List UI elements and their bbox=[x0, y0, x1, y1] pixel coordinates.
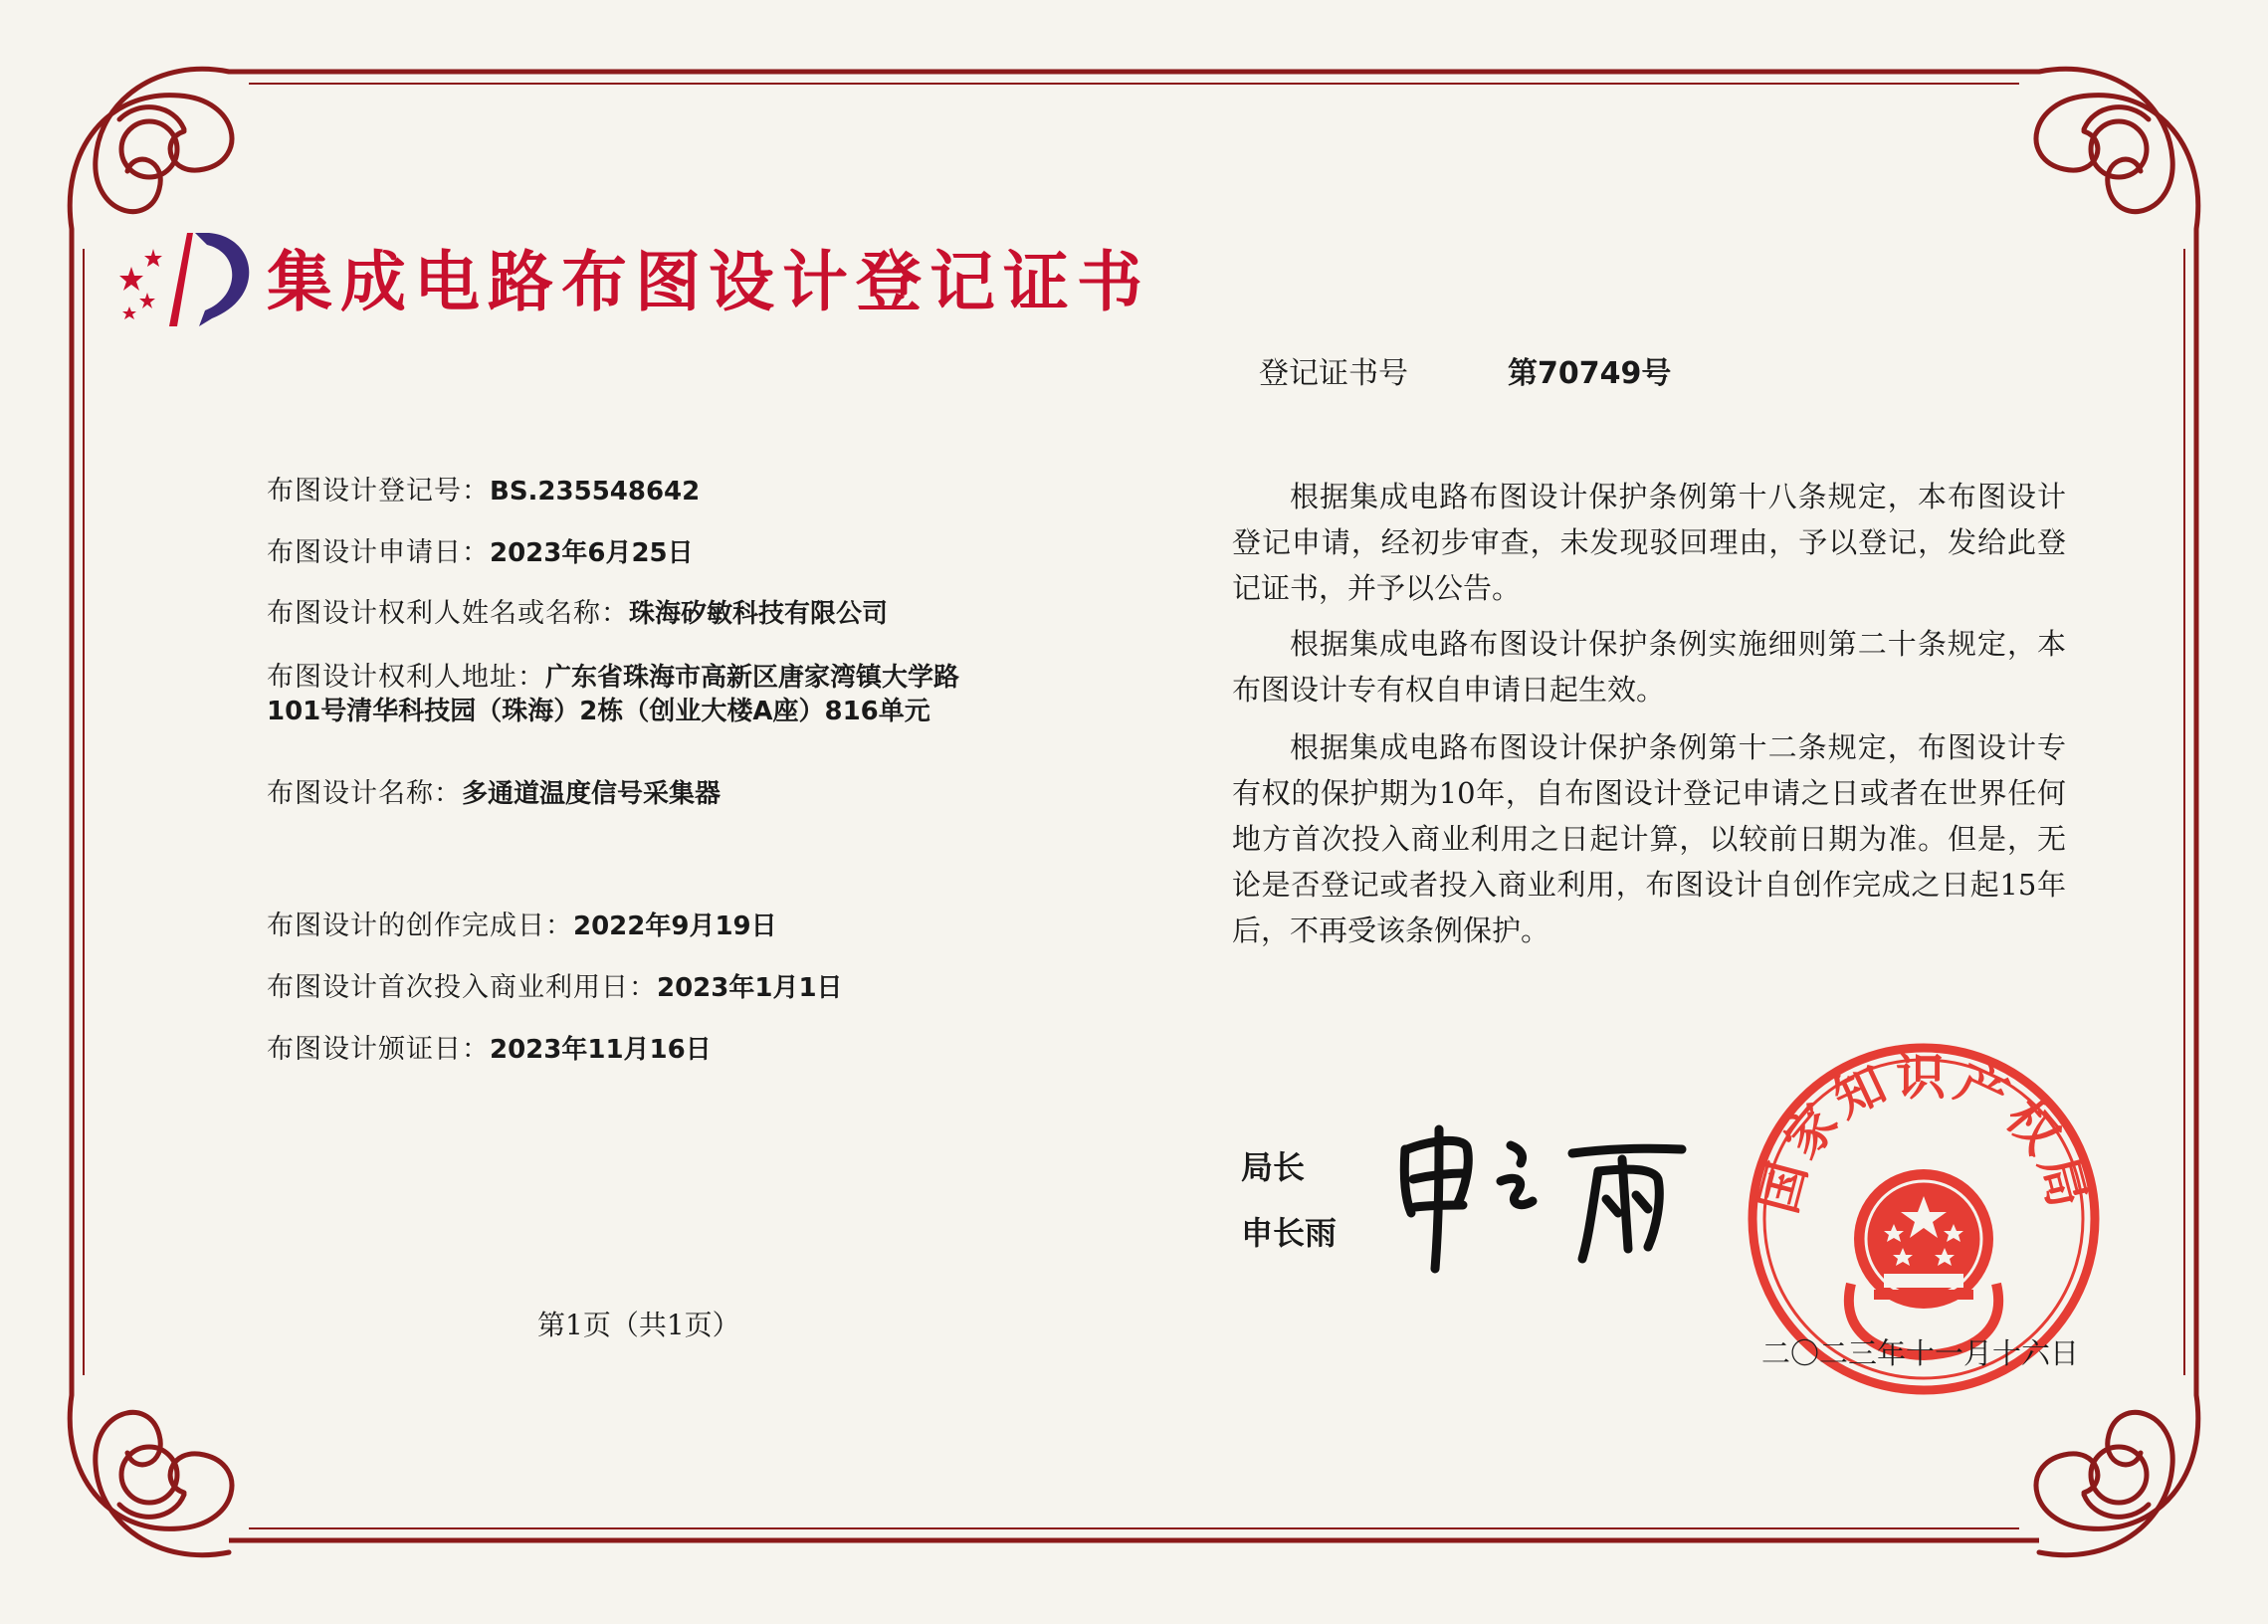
field-label: 布图设计申请日： bbox=[267, 537, 490, 568]
field-label: 布图设计名称： bbox=[267, 778, 462, 809]
certificate-number-value: 第70749号 bbox=[1508, 356, 1672, 391]
certificate-number-label: 登记证书号 bbox=[1259, 356, 1408, 391]
field-label: 布图设计权利人姓名或名称： bbox=[267, 598, 629, 629]
field-value: 2022年9月19日 bbox=[573, 912, 777, 941]
field-value: 2023年1月1日 bbox=[657, 973, 843, 1003]
director-title: 局长 bbox=[1241, 1148, 1306, 1186]
field-issue-date bbox=[267, 1033, 963, 1067]
corner-scroll-tl bbox=[70, 69, 232, 229]
field-creation-date bbox=[267, 910, 963, 943]
field-right-holder-address bbox=[267, 661, 963, 728]
page-indicator: 第1页（共1页） bbox=[537, 1309, 740, 1341]
field-label: 布图设计首次投入商业利用日： bbox=[267, 972, 657, 1003]
legal-paragraph-2: 根据集成电路布图设计保护条例实施细则第二十条规定，本布图设计专有权自申请日起生效。 bbox=[1232, 627, 2066, 707]
corner-scroll-tr bbox=[2036, 69, 2198, 229]
corner-scroll-bl bbox=[70, 1395, 232, 1555]
field-value: 珠海矽敏科技有限公司 bbox=[629, 599, 889, 629]
field-right-holder-name bbox=[267, 597, 963, 631]
issue-date-chinese: 二〇二三年十一月十六日 bbox=[1761, 1336, 2080, 1370]
field-registration-number bbox=[267, 475, 963, 508]
field-value: BS.235548642 bbox=[490, 477, 701, 507]
director-signature-icon bbox=[1393, 1110, 1722, 1279]
corner-scroll-br bbox=[2036, 1395, 2198, 1555]
legal-paragraph-3: 根据集成电路布图设计保护条例第十二条规定，布图设计专有权的保护期为10年，自布图设计登记申请之日或者在世界任何地方首次投入商业利用之日起计算，以较前日期为准。但是，无论是否登记或者投入商业利用，布图设计自创作完成之日起15年后，不再受该条例保护。 bbox=[1232, 730, 2066, 947]
field-first-commercial-use-date bbox=[267, 971, 963, 1005]
seal-text: 国家知识产权局 bbox=[1748, 1047, 2100, 1220]
field-design-name bbox=[267, 777, 963, 811]
field-value: 2023年6月25日 bbox=[490, 538, 694, 568]
field-label: 布图设计权利人地址： bbox=[267, 662, 545, 693]
director-name: 申长雨 bbox=[1241, 1214, 1338, 1252]
field-value: 广东省珠海市高新区唐家湾镇大学路101号清华科技园（珠海）2栋（创业大楼A座）816单元 bbox=[267, 663, 960, 726]
legal-paragraph-1: 根据集成电路布图设计保护条例第十八条规定，本布图设计登记申请，经初步审查，未发现驳回理由，予以登记，发给此登记证书，并予以公告。 bbox=[1232, 480, 2066, 605]
ic-layout-logo-icon bbox=[117, 227, 267, 336]
field-label: 布图设计颁证日： bbox=[267, 1034, 490, 1065]
field-label: 布图设计登记号： bbox=[267, 476, 490, 507]
field-value: 多通道温度信号采集器 bbox=[462, 779, 722, 809]
field-value: 2023年11月16日 bbox=[490, 1035, 712, 1065]
field-label: 布图设计的创作完成日： bbox=[267, 911, 573, 941]
certificate-title: 集成电路布图设计登记证书 bbox=[267, 244, 1150, 320]
field-application-date bbox=[267, 536, 963, 570]
